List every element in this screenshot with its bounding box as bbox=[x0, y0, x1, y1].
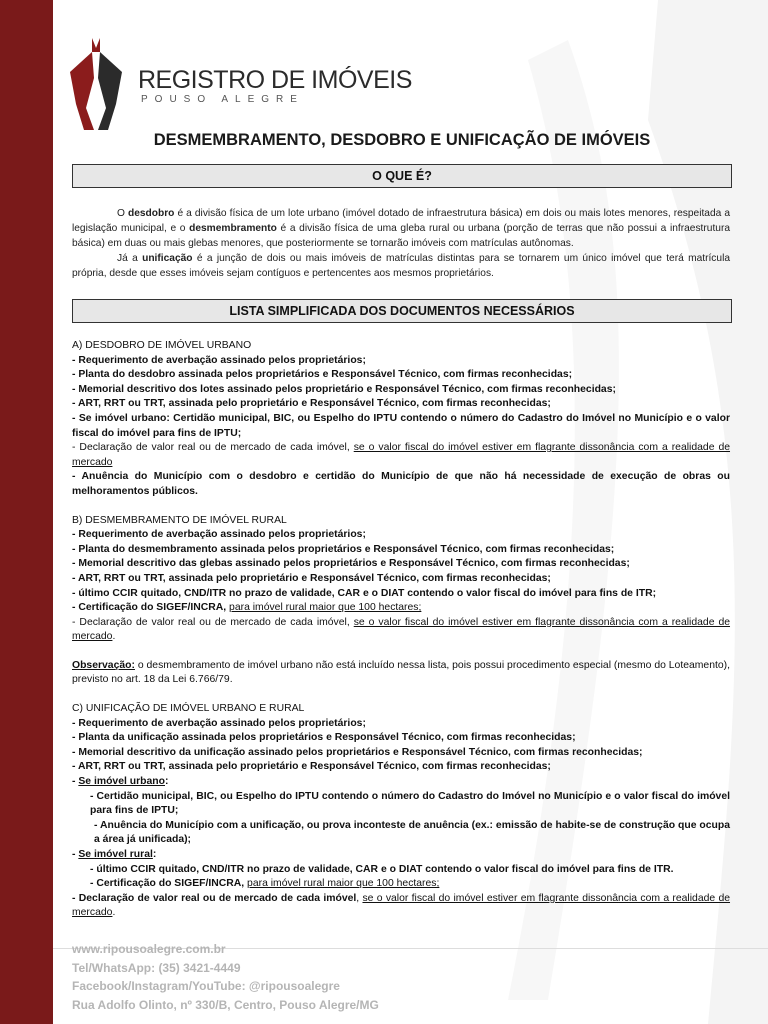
list-item: - Requerimento de averbação assinado pelos proprietários; bbox=[72, 354, 366, 366]
list-item: - Memorial descritivo da unificação assinado pelos proprietários e Responsável Técnico, com firmas reconhecidas; bbox=[72, 746, 643, 758]
intro-paragraphs bbox=[72, 206, 730, 281]
list-c-heading: C) UNIFICAÇÃO DE IMÓVEL URBANO E RURAL bbox=[72, 703, 305, 715]
side-color-band bbox=[0, 0, 53, 1024]
list-item-urban-heading: - Se imóvel urbano: bbox=[72, 776, 169, 788]
list-item: - Planta da unificação assinada pelos proprietários e Responsável Técnico, com firmas reconhecidas; bbox=[72, 732, 576, 744]
footer-phone: Tel/WhatsApp: (35) 3421-4449 bbox=[72, 960, 241, 975]
list-item: - Se imóvel urbano: Certidão municipal, BIC, ou Espelho do IPTU contendo o número do Cadastro do Imóvel no Município e o valor fiscal do imóvel para fins de IPTU; bbox=[72, 412, 730, 439]
list-item: - ART, RRT ou TRT, assinada pelo proprietário e Responsável Técnico, com firmas reconhecidas; bbox=[72, 761, 551, 773]
list-item: - Planta do desmembramento assinada pelos proprietários e Responsável Técnico, com firmas reconhecidas; bbox=[72, 543, 615, 555]
observation-note: Observação: o desmembramento de imóvel urbano não está incluído nessa lista, pois possui procedimento especial (mesmo do Loteamento), previsto no art. 18 da Lei 6.766/79. bbox=[72, 659, 731, 686]
footer-address: Rua Adolfo Olinto, nº 330/B, Centro, Pouso Alegre/MG bbox=[72, 997, 379, 1012]
footer-contact bbox=[72, 940, 379, 1014]
section-heading-what-is: O QUE É? bbox=[72, 164, 732, 188]
section-heading-documents: LISTA SIMPLIFICADA DOS DOCUMENTOS NECESSÁRIOS bbox=[72, 299, 732, 323]
list-item: - ART, RRT ou TRT, assinada pelo proprietário e Responsável Técnico, com firmas reconhecidas; bbox=[72, 572, 551, 584]
list-item: - Certificação do SIGEF/INCRA, para imóvel rural maior que 100 hectares; bbox=[72, 602, 422, 614]
list-item: - Memorial descritivo dos lotes assinado pelos proprietário e Responsável Técnico, com firmas reconhecidas; bbox=[72, 383, 616, 395]
registry-logo-icon bbox=[66, 38, 126, 130]
list-item: - ART, RRT ou TRT, assinada pelo proprietário e Responsável Técnico, com firmas reconhecidas; bbox=[72, 398, 551, 410]
list-item: - Memorial descritivo das glebas assinado pelos proprietários e Responsável Técnico, com firmas reconhecidas; bbox=[72, 558, 630, 570]
list-subitem: - Certidão municipal, BIC, ou Espelho do IPTU contendo o número do Cadastro do Imóvel no Município e o valor fiscal do imóvel para fins de IPTU; bbox=[90, 790, 730, 817]
list-item: - Requerimento de averbação assinado pelos proprietários; bbox=[72, 529, 366, 541]
list-subitem: - último CCIR quitado, CND/ITR no prazo de validade, CAR e o DIAT contendo o valor fiscal do imóvel para fins de ITR. bbox=[90, 863, 674, 875]
list-b-heading: B) DESMEMBRAMENTO DE IMÓVEL RURAL bbox=[72, 514, 287, 526]
list-subitem: - Certificação do SIGEF/INCRA, para imóvel rural maior que 100 hectares; bbox=[90, 878, 440, 890]
list-item: - Declaração de valor real ou de mercado de cada imóvel, se o valor fiscal do imóvel estiver em flagrante dissonância com a realidade de mercado. bbox=[72, 616, 731, 643]
list-item: - Requerimento de averbação assinado pelos proprietários; bbox=[72, 717, 366, 729]
list-item-rural-heading: - Se imóvel rural: bbox=[72, 849, 157, 860]
document-list bbox=[72, 339, 730, 921]
list-item: - último CCIR quitado, CND/ITR no prazo de validade, CAR e o DIAT contendo o valor fiscal do imóvel para fins de ITR; bbox=[72, 587, 657, 599]
list-subitem: - Anuência do Município com a unificação, ou prova inconteste de anuência (ex.: emissão de habite-se de construção que ocupa a área já unificada); bbox=[94, 819, 730, 846]
brand-city: POUSO ALEGRE bbox=[141, 94, 304, 105]
list-item: - Declaração de valor real ou de mercado de cada imóvel, se o valor fiscal do imóvel estiver em flagrante dissonância com a realidade de mercado. bbox=[72, 892, 731, 919]
paragraph-unificacao: Já a unificação é a junção de dois ou mais imóveis de matrículas distintas para se tornarem um único imóvel que terá matrícula própria, desde que esses imóveis sejam contíguos e pertencentes aos mesmos proprietários. bbox=[72, 253, 730, 279]
page-title: DESMEMBRAMENTO, DESDOBRO E UNIFICAÇÃO DE IMÓVEIS bbox=[153, 131, 651, 149]
paragraph-desdobro: O desdobro é a divisão física de um lote urbano (imóvel dotado de infraestrutura básica) em dois ou mais lotes menores, respeitada a legislação municipal, e o desmembramento é a divisão física de uma gleba rural ou urbana (porção de terras que não possui a infraestrutura básica) em duas ou mais glebas menores, que posteriormente se tornarão imóveis com matrículas autônomas. bbox=[72, 208, 731, 249]
list-item: - Anuência do Município com o desdobro e certidão do Município de que não há necessidade de execução de obras ou melhoramentos públicos. bbox=[72, 471, 730, 497]
list-a-heading: A) DESDOBRO DE IMÓVEL URBANO bbox=[72, 340, 252, 351]
footer-website[interactable]: www.ripousoalegre.com.br bbox=[72, 942, 226, 956]
list-item: - Declaração de valor real ou de mercado de cada imóvel, se o valor fiscal do imóvel estiver em flagrante dissonância com a realidade de mercado bbox=[72, 442, 731, 468]
footer-social: Facebook/Instagram/YouTube: @ripousoalegre bbox=[72, 979, 340, 993]
list-item: - Planta do desdobro assinada pelos proprietários e Responsável Técnico, com firmas reconhecidas; bbox=[72, 369, 573, 381]
brand-name: REGISTRO DE IMÓVEIS bbox=[138, 66, 412, 94]
